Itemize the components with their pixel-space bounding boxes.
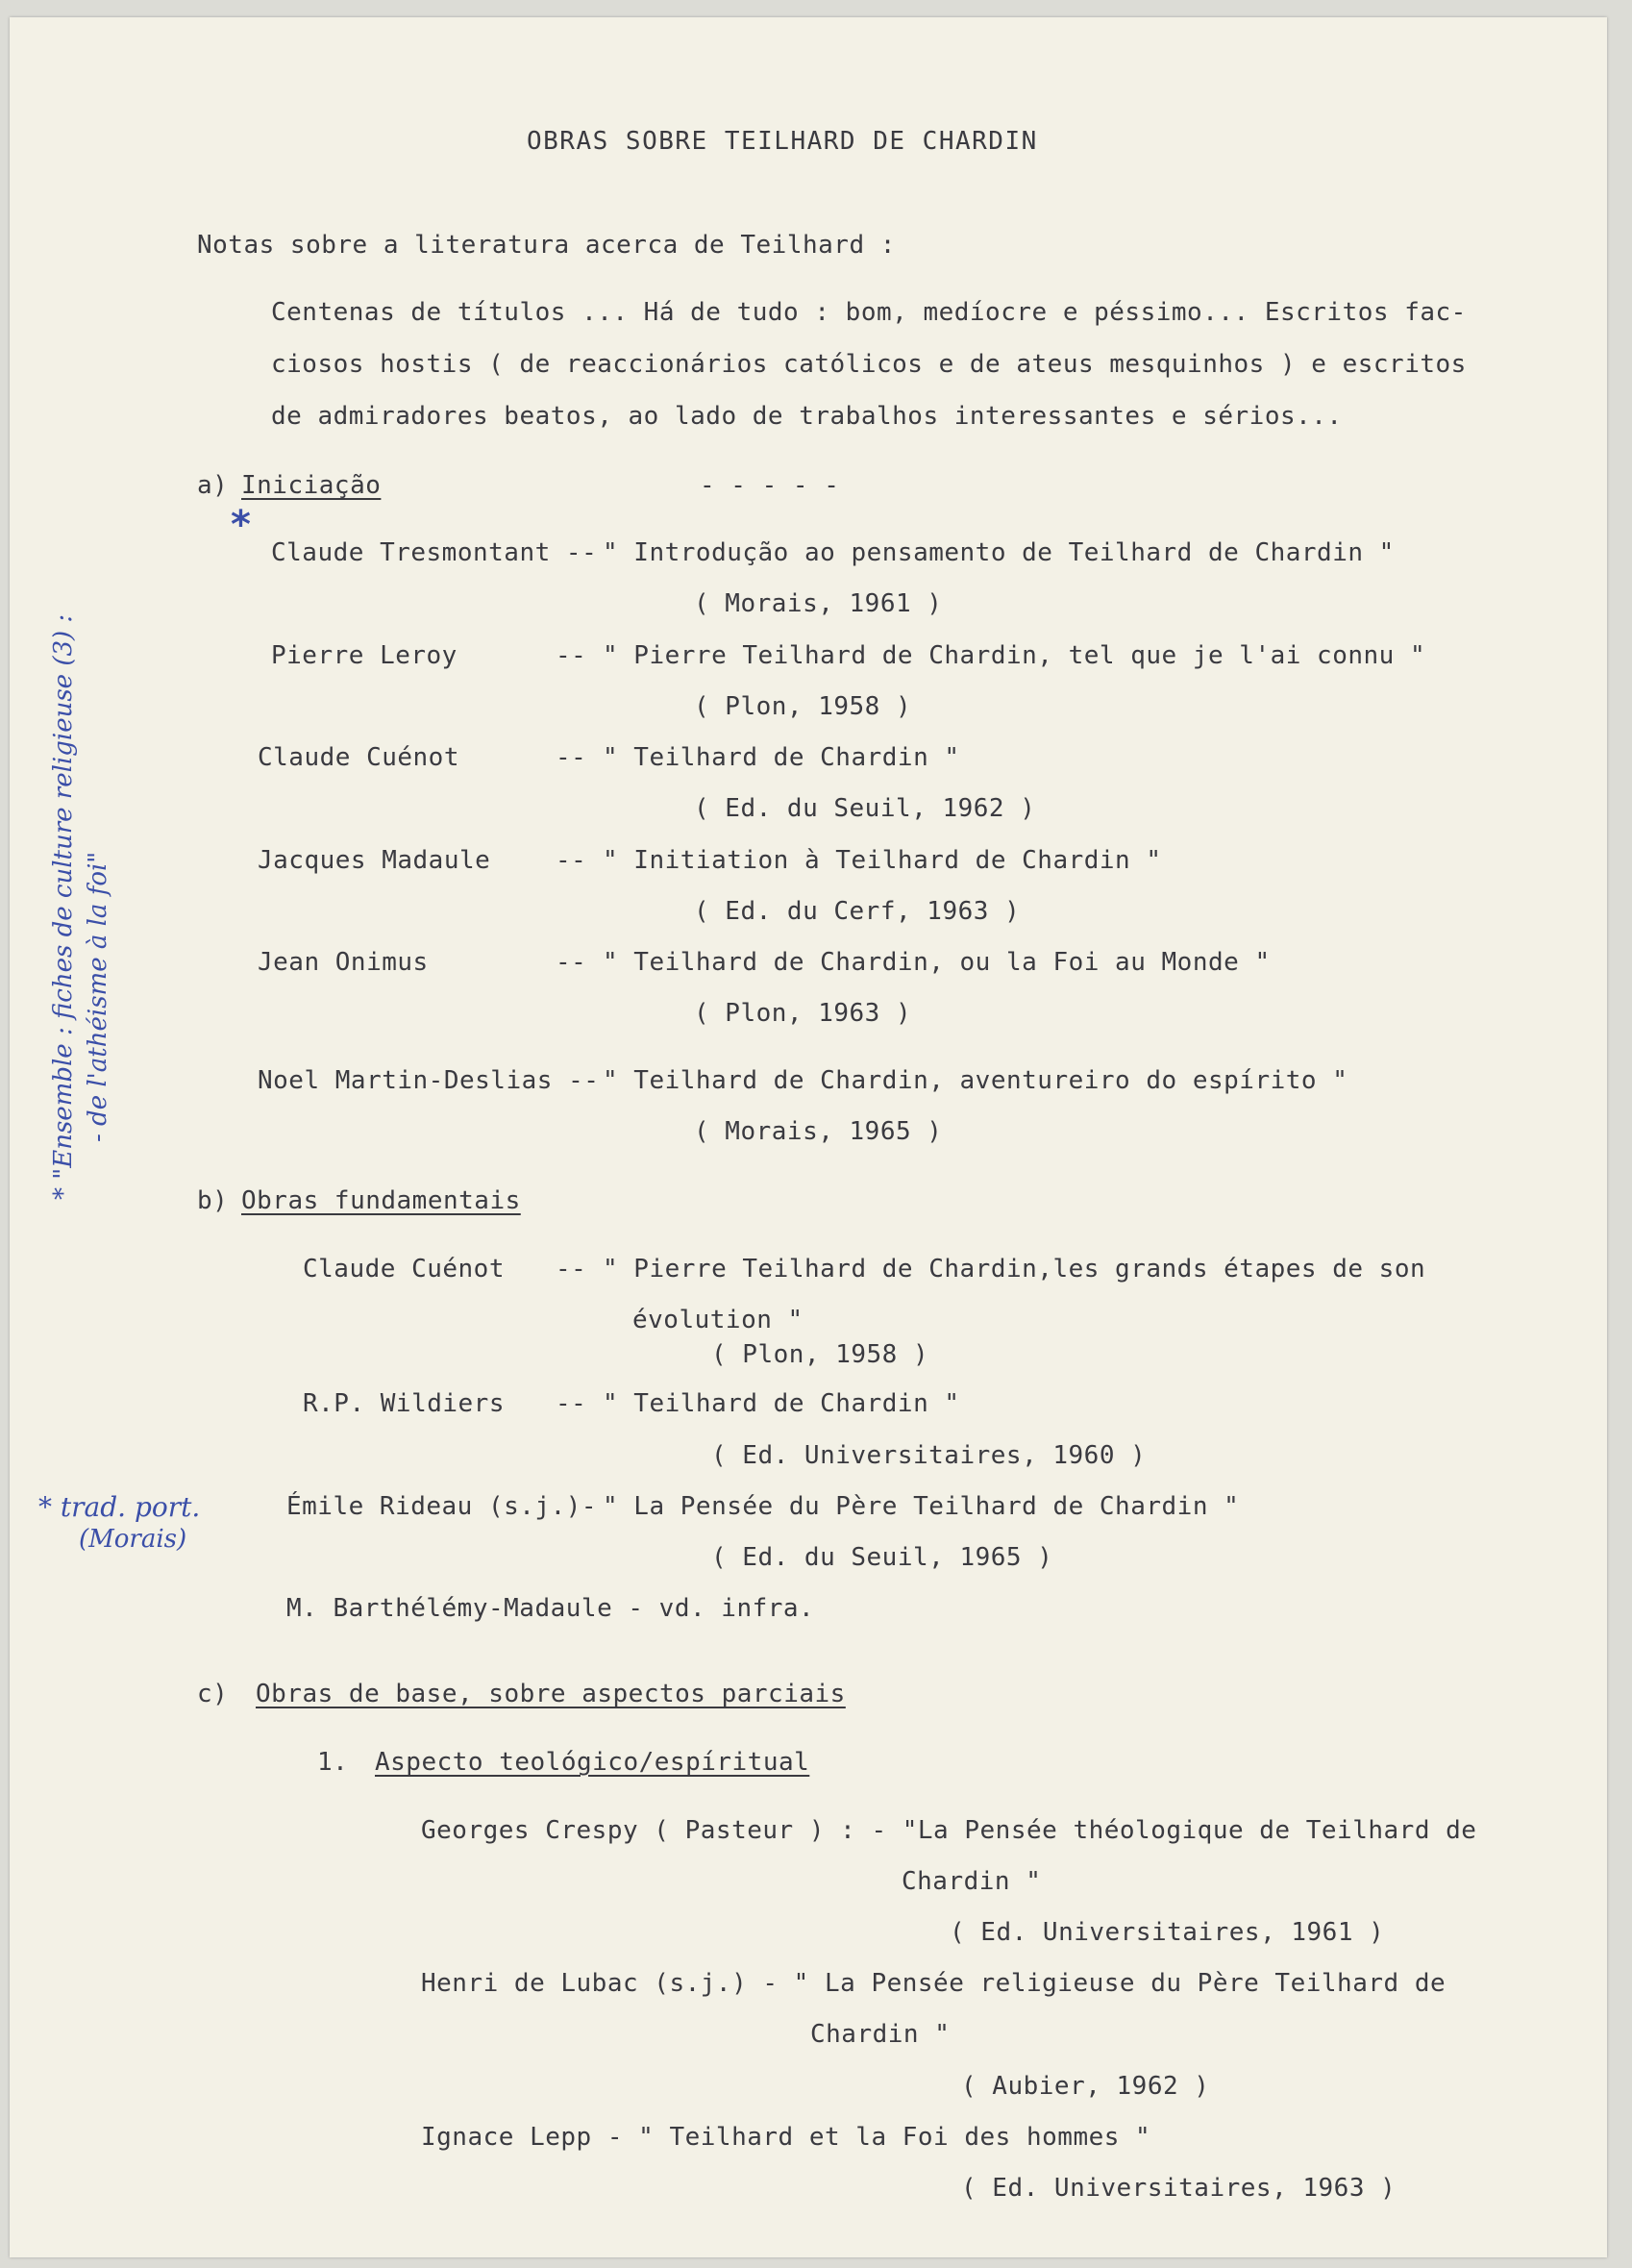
cross-reference: M. Barthélémy-Madaule - vd. infra. [286,1594,815,1623]
entry-author: Émile Rideau (s.j.)- [286,1492,598,1521]
entry-line: Georges Crespy ( Pasteur ) : - "La Pensée théologique de Teilhard de [421,1816,1477,1845]
subsection-heading: Aspecto teológico/espíritual [375,1748,810,1777]
entry-line: Chardin " [810,2020,951,2049]
entry-publisher: ( Ed. du Cerf, 1963 ) [694,897,1021,926]
entry-publisher: ( Ed. du Seuil, 1962 ) [694,794,1036,823]
entry-line: Chardin " [902,1867,1042,1896]
entry-author: Pierre Leroy [271,641,457,670]
entry-separator: -- [556,1389,587,1418]
entry-publisher: ( Ed. du Seuil, 1965 ) [711,1543,1053,1572]
entry-title: " Teilhard de Chardin " [603,1389,960,1418]
entry-publisher: ( Morais, 1961 ) [694,589,943,618]
entry-separator: -- [556,743,587,772]
section-b-prefix: b) [197,1186,229,1215]
entry-publisher: ( Plon, 1963 ) [694,999,912,1028]
section-c-prefix: c) [197,1680,229,1708]
entry-author: Jacques Madaule [258,846,491,875]
entry-separator: -- [556,948,587,977]
entry-title: " Pierre Teilhard de Chardin,les grands étapes de son [603,1255,1426,1284]
entry-title: " Introdução ao pensamento de Teilhard de Chardin " [603,538,1395,567]
entry-line: Henri de Lubac (s.j.) - " La Pensée religieuse du Père Teilhard de [421,1969,1447,1998]
entry-author: Claude Tresmontant -- [271,538,598,567]
intro-line: de admiradores beatos, ao lado de trabalhos interessantes e sérios... [271,402,1343,431]
entry-publisher: ( Morais, 1965 ) [694,1117,943,1146]
entry-publisher: ( Plon, 1958 ) [711,1340,929,1369]
section-b-heading: Obras fundamentais [241,1186,521,1215]
subsection-number: 1. [317,1748,349,1777]
entry-separator: -- [556,1255,587,1284]
entry-title: " La Pensée du Père Teilhard de Chardin " [603,1492,1240,1521]
entry-publisher: ( Aubier, 1962 ) [961,2072,1210,2101]
entry-publisher: ( Ed. Universitaires, 1961 ) [950,1918,1385,1947]
section-a-prefix: a) [197,471,229,500]
entry-line: Ignace Lepp - " Teilhard et la Foi des hommes " [421,2123,1151,2152]
entry-publisher: ( Plon, 1958 ) [694,692,912,721]
entry-publisher: ( Ed. Universitaires, 1960 ) [711,1441,1147,1470]
entry-title: " Teilhard de Chardin, aventureiro do espírito " [603,1066,1348,1095]
entry-author: Noel Martin-Deslias -- [258,1066,600,1095]
entry-author: Claude Cuénot [303,1255,505,1284]
section-c-heading: Obras de base, sobre aspectos parciais [256,1680,846,1708]
translation-note: * trad. port. [38,1491,201,1523]
page-title: OBRAS SOBRE TEILHARD DE CHARDIN [527,127,1038,156]
entry-title: " Teilhard de Chardin, ou la Foi au Monde " [603,948,1271,977]
translation-note-publisher: (Morais) [79,1525,187,1554]
entry-separator: -- [556,641,587,670]
entry-author: R.P. Wildiers [303,1389,505,1418]
intro-line: Centenas de títulos ... Há de tudo : bom, medíocre e péssimo... Escritos fac- [271,298,1467,327]
asterisk-mark: * [231,503,251,547]
margin-note [48,613,125,1209]
notes-heading: Notas sobre a literatura acerca de Teilhard : [197,231,896,260]
margin-note-line: * "Ensemble : fiches de culture religieuse (3) : [49,613,78,1200]
entry-title-continued: évolution " [632,1306,804,1334]
entry-separator: -- [556,846,587,875]
entry-title: " Pierre Teilhard de Chardin, tel que je l'ai connu " [603,641,1426,670]
entry-title: " Teilhard de Chardin " [603,743,960,772]
entry-publisher: ( Ed. Universitaires, 1963 ) [961,2174,1397,2203]
intro-line: ciosos hostis ( de reaccionários católicos e de ateus mesquinhos ) e escritos [271,350,1467,379]
entry-title: " Initiation à Teilhard de Chardin " [603,846,1162,875]
section-a-heading: Iniciação [241,471,382,500]
section-a-dashes: - - - - - [700,471,840,500]
entry-author: Jean Onimus [258,948,429,977]
margin-note-line: - de l'athéisme à la foi" [84,851,112,1142]
document-page [10,17,1607,2257]
entry-author: Claude Cuénot [258,743,459,772]
